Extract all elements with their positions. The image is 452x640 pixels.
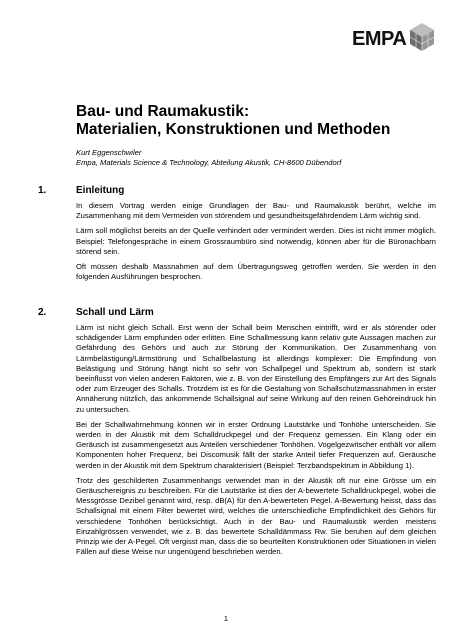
section-title: Schall und Lärm — [76, 307, 154, 318]
section-einleitung — [38, 185, 438, 287]
author-block — [76, 148, 436, 168]
section-number: 2. — [38, 307, 47, 318]
title-line-1: Bau- und Raumakustik: — [76, 103, 250, 120]
empa-logo — [352, 21, 436, 55]
section-number: 1. — [38, 185, 47, 196]
paragraph: Lärm soll möglichst bereits an der Quelle verhindert oder vermindert werden. Dies ist nicht immer möglich. Beispiel: Telefongespräche in einem Grossraumbüro sind notwendig, können aber für die Büronachbarn störend sein. — [76, 226, 436, 256]
paragraph: Oft müssen deshalb Massnahmen auf dem Übertragungsweg getroffen werden. Sie werden in den folgenden Ausführungen besprochen. — [76, 262, 436, 282]
logo-cube-icon — [408, 21, 436, 53]
paragraph: Lärm ist nicht gleich Schall. Erst wenn der Schall beim Menschen eintrifft, wird er als störender oder schädigender Lärm empfunden oder erlitten. Eine Schallmessung kann relativ gute Aussagen machen zur Gefährdung des Gehörs und auch zur Störung der Kommunikation. Der Zusammenhang von Lärmbelästigung/Lärmstörung und Schallbelastung ist allerdings komplexer: Die Empfindung von Belästigung und Störung hängt nicht so sehr von Schallpegel und Spektrum ab, sondern ist stark beeinflusst von vielen anderen Faktoren, wie z. B. von der Einstellung des Empfängers zur Art des Signals oder zum Erzeuger des Schalls. Trotzdem ist es für die Gestaltung von Schallschutzmassnahmen in erster Annäherung nützlich, das ankommende Schallsignal auf seine Wirkung auf den reinen Gehöreindruck hin zu untersuchen. — [76, 323, 436, 414]
section-heading — [38, 185, 438, 199]
author-name: Kurt Eggenschwiler — [76, 148, 142, 157]
title-line-2: Materialien, Konstruktionen und Methoden — [76, 121, 391, 138]
section-schall-und-laerm — [38, 307, 438, 562]
paragraph: Bei der Schallwahrnehmung können wir in erster Ordnung Lautstärke und Tonhöhe unterscheiden. Sie werden in der Akustik mit dem Schalldruckpegel und der Frequenz gemessen. Ein Klang oder ein Geräusch ist zusammengesetzt aus Anteilen verschiedener Tonhöhen. Vogelgezwitscher enthält vor allem Komponenten hoher Frequenz, bei Discomusik fällt der starke Anteil tiefer Frequenzen auf. Geräusche werden in der Akustik mit dem Spektrum charakterisiert (Beispiel: Terzbandspektrum in Abbildung 1). — [76, 419, 436, 470]
author-affiliation: Empa, Materials Science & Technology, Abteilung Akustik, CH-8600 Dübendorf — [76, 158, 342, 167]
document-title — [76, 103, 436, 139]
paragraph: In diesem Vortrag werden einige Grundlagen der Bau- und Raumakustik berührt, welche im Zusammenhang mit dem Vermeiden von störendem und gesundheitsgefährdendem Lärm wichtig sind. — [76, 201, 436, 221]
page-number: 1 — [223, 614, 229, 623]
section-title: Einleitung — [76, 185, 125, 196]
paragraph: Trotz des geschilderten Zusammenhangs verwendet man in der Akustik oft nur eine Grösse um ein Geräuschereignis zu beschreiben. Für die Lautstärke ist dies der A-bewertete Schalldruckpegel, wobei die Messgrösse Dezibel genannt wird, resp. dB(A) für den A-bewerteten Pegel. A-Bewertung heisst, dass das Schallsignal mit einem Filter bewertet wird, welches die unterschiedliche Empfindlichkeit des Gehörs für verschiedene Tonhöhen berücksichtigt. Auch in der Bau- und Raumakustik werden meistens Einzahlgrössen verwendet, wie z. B. das bewertete Schalldämmass Rw. Sie beruhen auf dem gleichen Prinzip wie der A-Pegel. Oft vergisst man, dass die so beurteilten Konstruktionen oder Situationen in vielen Fällen auf diese Weise nur ungenügend beschrieben werden. — [76, 475, 436, 557]
section-heading — [38, 307, 438, 321]
logo-text: EMPA — [352, 28, 407, 50]
